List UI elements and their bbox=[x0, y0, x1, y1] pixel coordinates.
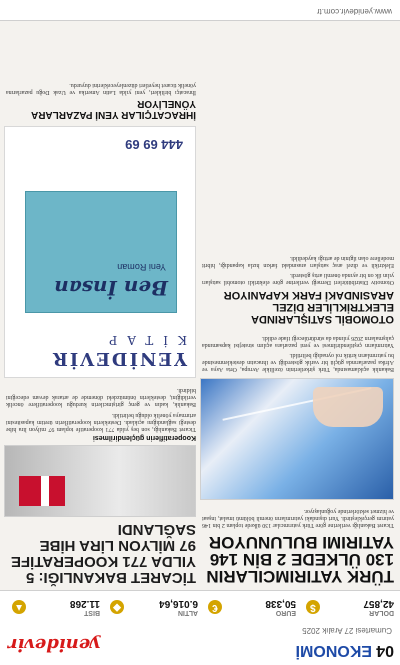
dollar-icon: $ bbox=[306, 600, 320, 614]
ticker-cell-bist bbox=[8, 594, 100, 616]
ticker-cell-dolar bbox=[302, 594, 394, 616]
ticker-label: EURO bbox=[275, 609, 296, 616]
cooperative-photo bbox=[4, 445, 196, 517]
third-story-body bbox=[6, 80, 196, 94]
second-headline: OTOMOBİL SATIŞLARINDA ELEKTRİKLİLER DİZEL ARASINDAKİ FARK KAPANIYOR bbox=[223, 289, 394, 326]
paragraph: Bakanlık, kadın ve genç girişimcilerin kurduğu kooperatiflere öncelik verildiğini, desteklerin önümüzdeki dönemde de artarak devam edeceğini bildirdi. bbox=[6, 386, 196, 408]
hand-graphic bbox=[313, 387, 383, 427]
second-story-body bbox=[202, 254, 394, 286]
ticker-label: DOLAR bbox=[369, 609, 394, 616]
ad-brand-top: YENİDEVİR bbox=[50, 347, 187, 369]
section-title: EKONOMİ bbox=[295, 642, 372, 659]
market-ticker bbox=[0, 590, 400, 619]
main-headline: TÜRK YATIRIMCILARIN 130 ÜLKEDE 2 BİN 146 YATIRIMI BULUNUYOR bbox=[206, 533, 394, 586]
right-column bbox=[6, 25, 196, 585]
ticker-cell-altin bbox=[106, 594, 198, 616]
ticker-value: 50,338 bbox=[265, 598, 296, 609]
gold-icon: ◆ bbox=[110, 600, 124, 614]
third-story bbox=[6, 80, 196, 119]
paragraph: Ticaret Bakanlığı verilerine göre Türk yatırımcılar 130 ülkede toplam 2 bin 146 yatırım gerçekleştirdi. Yurt dışındaki yatırımların önemli bölümü imalat, inşaat ve hizmet sektörlerinde yoğunlaşıyor. bbox=[202, 507, 394, 528]
paragraph: Bakanlık açıklamasında, Türk şirketlerinin özellikle Avrupa, Orta Asya ve Afrika pazarlarında güçlü bir varlık gösterdiği ve ihracatın desteklenmesinde bu yatırımların kritik rol oynadığı belirtildi. bbox=[202, 351, 394, 373]
ticker-value: 6.016,64 bbox=[159, 598, 198, 609]
ad-brand-bottom: KİTAP bbox=[99, 332, 187, 347]
ad-phone: 444 69 69 bbox=[125, 136, 183, 152]
book-advertisement bbox=[4, 126, 196, 378]
newspaper-logo: yenidevir bbox=[8, 634, 101, 655]
paragraph: Otomotiv Distribütörleri Derneği verilerine göre elektrikli otomobil satışları yılın ilk on bir ayında önemli artış gösterdi. bbox=[202, 272, 394, 286]
euro-icon: € bbox=[208, 600, 222, 614]
paragraph: Yatırımların çeşitlendirilmesi ve yeni pazarlara açılım stratejisi kapsamında çalışmaların 2026 yılında da sürdürüleceği ifade edildi. bbox=[202, 334, 394, 348]
page-number: 04 bbox=[376, 642, 394, 659]
issue-date: Cumartesi 27 Aralık 2025 bbox=[302, 626, 392, 635]
ticker-cell-euro bbox=[204, 594, 296, 616]
main-story-body bbox=[202, 506, 394, 528]
ticker-label: BIST bbox=[84, 609, 100, 616]
chart-icon: ▲ bbox=[12, 600, 26, 614]
footer-url: www.yenidevir.com.tr bbox=[316, 7, 392, 16]
right-subhead: Kooperatiflerin güçlendirilmesi bbox=[92, 434, 196, 441]
flag-graphic bbox=[19, 476, 65, 506]
right-headline: TİCARET BAKANLIĞI: 5 YILDA 771 KOOPERATİFE 97 MİLYON LİRA HİBE SAĞLANDI bbox=[10, 521, 196, 586]
third-headline: İHRACATÇILAR YENİ PAZARLARA YÖNELİYOR bbox=[31, 97, 196, 120]
second-story bbox=[202, 254, 394, 326]
paragraph: Elektrikli ve dizel araç satışları arasındaki farkın hızla kapandığı, hibrit modellere olan ilginin de arttığı kaydedildi. bbox=[202, 254, 394, 268]
ticker-value: 42,857 bbox=[363, 598, 394, 609]
main-story-body-cont bbox=[202, 333, 394, 372]
book-cover bbox=[25, 191, 177, 313]
ticker-value: 11.268 bbox=[69, 598, 100, 609]
left-column bbox=[202, 25, 394, 585]
paragraph: İhracatçı birlikleri, yeni yılda Latin Amerika ve Uzak Doğu pazarlarına yönelik ticaret heyetleri düzenleyeceklerini duyurdu. bbox=[6, 81, 196, 95]
ticker-label: ALTIN bbox=[177, 609, 198, 616]
book-title: Ben İnsan bbox=[54, 275, 168, 300]
investment-photo bbox=[200, 378, 394, 500]
page-footer bbox=[0, 0, 400, 21]
book-subtitle: Yeni Roman bbox=[117, 261, 166, 272]
right-story-body bbox=[6, 386, 196, 432]
page-header bbox=[0, 618, 400, 665]
paragraph: Ticaret Bakanlığı, son beş yılda 771 kooperatife toplam 97 milyon lira hibe desteği sağlandığını açıkladı. Desteklerin kooperatiflerin üretim kapasitesini artırmaya yönelik olduğu belirtildi. bbox=[6, 411, 196, 432]
